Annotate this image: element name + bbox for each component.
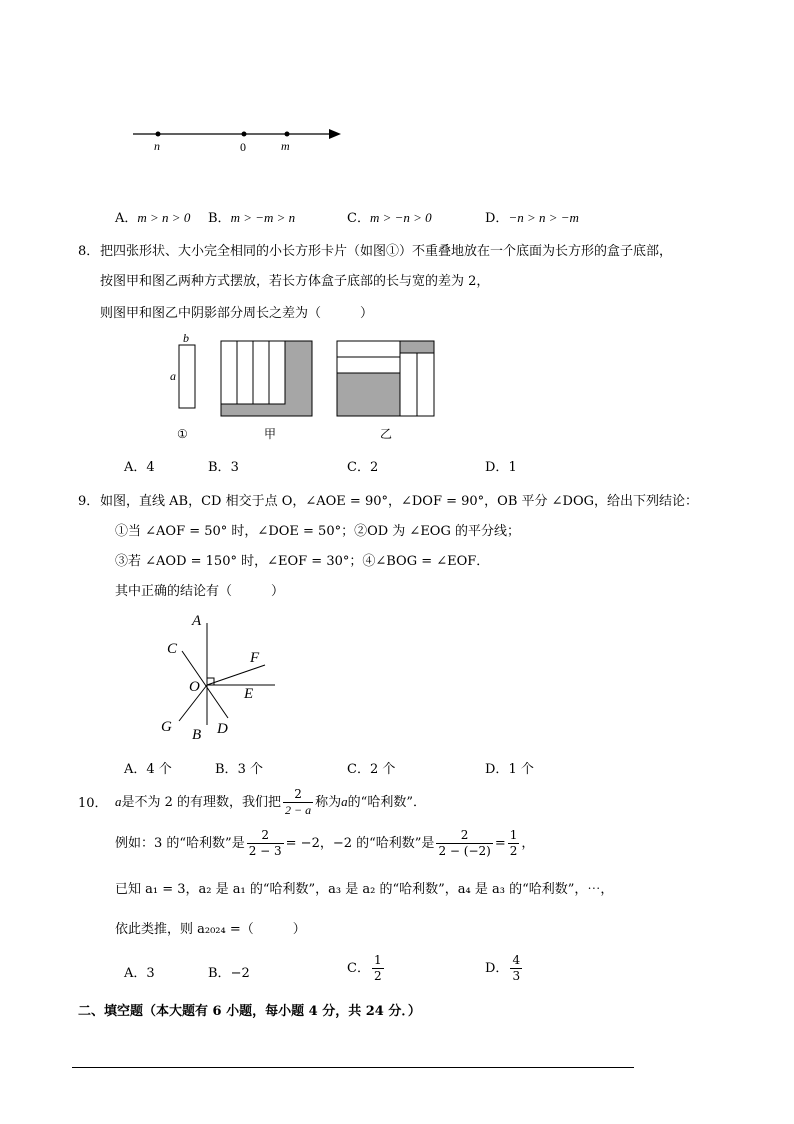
- option-text: 3: [146, 966, 155, 981]
- text: 是不为 2 的有理数，我们把: [121, 795, 282, 810]
- q10-number: 10．: [78, 796, 108, 811]
- denominator: 2 − 3: [248, 844, 282, 858]
- option-text: 3: [230, 460, 239, 475]
- label-G: G: [161, 719, 172, 735]
- fraction-example-2: [436, 828, 492, 859]
- section-2-title: 二、填空题（本大题有 6 小题，每小题 4 分，共 24 分．）: [78, 1004, 421, 1019]
- q7-option-d[interactable]: [485, 207, 579, 226]
- point-n: [156, 132, 161, 137]
- denominator: 2 − (−2): [438, 844, 491, 858]
- var-a: a: [341, 794, 348, 809]
- q8-option-b[interactable]: [208, 456, 239, 475]
- option-letter: A．: [124, 460, 147, 475]
- q9-option-a[interactable]: [124, 758, 172, 777]
- label-n: n: [154, 139, 160, 153]
- q8-option-c[interactable]: [347, 456, 378, 475]
- fig-jia: [221, 341, 312, 441]
- label-C: C: [167, 641, 178, 657]
- text: = −2，−2 的“哈利数”是: [285, 836, 435, 851]
- q8-line1: 把四张形状、大小完全相同的小长方形卡片（如图①）不重叠地放在一个底面为长方形的盒子底部，: [100, 244, 673, 259]
- label-fig1: ①: [177, 427, 188, 441]
- q10-option-a[interactable]: [124, 962, 155, 981]
- option-text: 4 个: [146, 762, 172, 777]
- option-letter: C．: [347, 211, 370, 226]
- label-B: B: [192, 727, 202, 743]
- label-zero: 0: [240, 140, 246, 154]
- q10-line2: [115, 826, 534, 862]
- footer-rule: [72, 1067, 634, 1068]
- q8-line3: 则图甲和图乙中阴影部分周长之差为（ ）: [100, 306, 374, 321]
- q10-option-b[interactable]: [208, 962, 250, 981]
- label-m: m: [281, 139, 290, 153]
- label-E: E: [244, 686, 254, 702]
- q9-option-c[interactable]: [347, 758, 395, 777]
- option-text: −2: [230, 966, 250, 981]
- option-letter: D．: [485, 211, 509, 226]
- q8-figures: [160, 330, 450, 445]
- q10-line3: 已知 a₁ = 3，a₂ 是 a₁ 的“哈利数”，a₃ 是 a₂ 的“哈利数”，a₄ 是 a₃ 的“哈利数”，⋯，: [115, 882, 614, 897]
- point-m: [285, 132, 290, 137]
- q10-option-d[interactable]: [485, 953, 524, 985]
- option-letter: B．: [215, 762, 238, 777]
- number-line-arrow: [329, 129, 341, 139]
- label-a: a: [170, 369, 176, 383]
- option-text: m > −n > 0: [369, 210, 432, 225]
- label-A: A: [192, 613, 202, 629]
- q9-option-d[interactable]: [485, 758, 534, 777]
- fraction-example-1: [247, 828, 284, 859]
- number-line-figure: [125, 120, 355, 160]
- option-text: 1: [508, 460, 517, 475]
- denominator: 2: [509, 844, 518, 858]
- fraction-one-half: [372, 953, 384, 984]
- option-letter: D．: [485, 961, 509, 976]
- fraction-2-over-2-minus-a: [283, 787, 313, 818]
- label-O: O: [189, 679, 200, 695]
- fraction-four-thirds: [510, 953, 522, 984]
- q10-line1: [115, 786, 426, 819]
- q8-option-a[interactable]: [124, 456, 155, 475]
- option-letter: C．: [347, 460, 370, 475]
- label-F: F: [250, 650, 260, 666]
- option-text: 2 个: [369, 762, 396, 777]
- option-letter: B．: [208, 460, 231, 475]
- option-text: −n > n > −m: [508, 210, 579, 225]
- option-letter: A．: [124, 762, 147, 777]
- option-letter: D．: [485, 762, 509, 777]
- q8-line2: 按图甲和图乙两种方式摆放，若长方体盒子底部的长与宽的差为 2，: [100, 274, 490, 289]
- q7-option-c[interactable]: [347, 207, 432, 226]
- label-jia: 甲: [264, 427, 277, 441]
- text: =: [494, 836, 506, 851]
- ray-of: [207, 665, 265, 685]
- numerator: 4: [512, 953, 521, 967]
- text: 例如：3 的“哈利数”是: [115, 836, 245, 851]
- option-text: m > n > 0: [137, 210, 191, 225]
- q9-angle-figure: [155, 605, 285, 745]
- option-letter: B．: [208, 966, 231, 981]
- q9-option-b[interactable]: [215, 758, 263, 777]
- numerator: 1: [509, 828, 518, 842]
- option-letter: C．: [347, 762, 370, 777]
- denominator: 3: [512, 969, 521, 983]
- numerator: 2: [283, 787, 313, 803]
- q10-option-c[interactable]: [347, 953, 386, 985]
- option-letter: A．: [115, 211, 138, 226]
- option-text: 3 个: [237, 762, 263, 777]
- denominator: 2 − a: [285, 803, 312, 817]
- fig-yi: [337, 341, 434, 441]
- q9-line4: 其中正确的结论有（ ）: [115, 584, 285, 599]
- q7-option-a[interactable]: [115, 207, 190, 226]
- option-letter: B．: [208, 211, 231, 226]
- option-letter: C．: [347, 961, 370, 976]
- text: 称为: [315, 795, 342, 810]
- option-text: 2: [369, 460, 379, 475]
- point-zero: [242, 132, 247, 137]
- q8-number: 8．: [78, 244, 100, 259]
- fraction-one-half: [508, 828, 520, 859]
- numerator: 1: [373, 953, 382, 967]
- q8-option-d[interactable]: [485, 456, 517, 475]
- label-D: D: [217, 721, 228, 737]
- text: ，: [521, 836, 535, 851]
- var-a: a: [115, 794, 122, 809]
- text: 的“哈利数”．: [347, 795, 426, 810]
- label-yi: 乙: [380, 427, 393, 441]
- q7-option-b[interactable]: [208, 207, 295, 226]
- option-letter: A．: [124, 966, 147, 981]
- fig1-card: [170, 331, 195, 441]
- q10-line4: 依此类推，则 a₂₀₂₄ =（ ）: [115, 922, 306, 937]
- q9-line2: ①当 ∠AOF = 50° 时，∠DOE = 50°；②OD 为 ∠EOG 的平分线；: [115, 524, 520, 539]
- label-b: b: [183, 331, 189, 345]
- option-letter: D．: [485, 460, 509, 475]
- numerator: 2: [247, 828, 284, 844]
- q9-line3: ③若 ∠AOD = 150° 时，∠EOF = 30°；④∠BOG = ∠EOF．: [115, 554, 490, 569]
- denominator: 2: [373, 969, 382, 983]
- numerator: 2: [436, 828, 492, 844]
- q9-number: 9．: [78, 494, 100, 509]
- option-text: 4: [146, 460, 155, 475]
- option-text: m > −m > n: [230, 210, 296, 225]
- option-text: 1 个: [508, 762, 534, 777]
- q9-line1: 如图，直线 AB，CD 相交于点 O，∠AOE = 90°，∠DOF = 90°，OB 平分 ∠DOG，给出下列结论：: [100, 494, 699, 509]
